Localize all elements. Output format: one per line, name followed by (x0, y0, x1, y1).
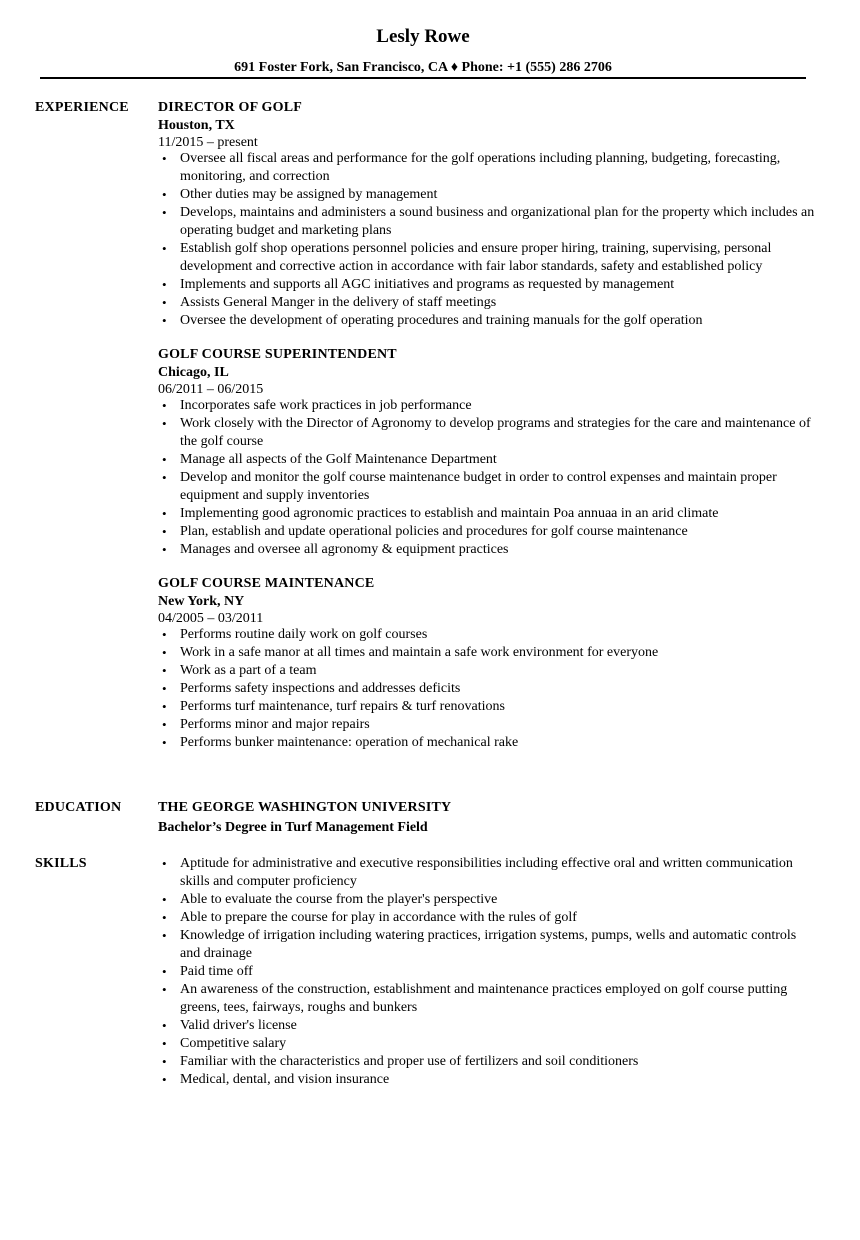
experience-heading: EXPERIENCE (35, 100, 129, 115)
bullet-item: • Work closely with the Director of Agronomy to develop programs and strategies for the care and maintenance of the golf course (158, 415, 818, 451)
education-entry (158, 799, 818, 837)
bullet-item: • Oversee the development of operating procedures and training manuals for the golf operation (158, 312, 818, 330)
skills-list (158, 855, 818, 1089)
job-bullets (158, 397, 818, 559)
bullet-item: • Performs minor and major repairs (158, 716, 818, 734)
skill-item: • An awareness of the construction, establishment and maintenance practices employed on golf course putting greens, tees, fairways, roughs and bunkers (158, 981, 818, 1017)
education-heading: EDUCATION (35, 800, 122, 815)
bullet-item: • Plan, establish and update operational policies and procedures for golf course maintenance (158, 523, 818, 541)
experience-list (158, 99, 818, 768)
job-title: GOLF COURSE MAINTENANCE (158, 576, 375, 591)
skills-heading: SKILLS (35, 856, 87, 871)
skill-bullets (158, 855, 818, 1089)
bullet-item: • Work in a safe manor at all times and maintain a safe work environment for everyone (158, 644, 818, 662)
job-bullets (158, 150, 818, 330)
skill-item: • Familiar with the characteristics and proper use of fertilizers and soil conditioners (158, 1053, 818, 1071)
job-dates: 04/2005 – 03/2011 (158, 611, 264, 626)
bullet-item: • Develop and monitor the golf course maintenance budget in order to control expenses and maintain proper equipment and supply inventories (158, 469, 818, 505)
skill-item: • Able to prepare the course for play in accordance with the rules of golf (158, 909, 818, 927)
bullet-item: • Other duties may be assigned by management (158, 186, 818, 204)
skill-item: • Paid time off (158, 963, 818, 981)
skill-item: • Knowledge of irrigation including watering practices, irrigation systems, pumps, wells and automatic controls and drainage (158, 927, 818, 963)
bullet-item: • Develops, maintains and administers a sound business and organizational plan for the property which includes an operating budget and marketing plans (158, 204, 818, 240)
skill-item: • Able to evaluate the course from the player's perspective (158, 891, 818, 909)
bullet-item: • Performs safety inspections and addresses deficits (158, 680, 818, 698)
bullet-item: • Oversee all fiscal areas and performance for the golf operations including planning, budgeting, forecasting, monitoring, and correction (158, 150, 818, 186)
job-entry (158, 346, 818, 559)
resume-name: Lesly Rowe (376, 26, 470, 47)
bullet-item: • Manages and oversee all agronomy & equipment practices (158, 541, 818, 559)
job-location: New York, NY (158, 594, 245, 609)
job-dates: 06/2011 – 06/2015 (158, 382, 264, 397)
degree: Bachelor’s Degree in Turf Management Field (158, 820, 428, 835)
bullet-item: • Implements and supports all AGC initiatives and programs as requested by management (158, 276, 818, 294)
job-location: Houston, TX (158, 118, 235, 133)
job-title: DIRECTOR OF GOLF (158, 100, 302, 115)
skill-item: • Competitive salary (158, 1035, 818, 1053)
bullet-item: • Implementing good agronomic practices to establish and maintain Poa annuaa in an arid climate (158, 505, 818, 523)
bullet-item: • Performs bunker maintenance: operation of mechanical rake (158, 734, 818, 752)
skill-item: • Medical, dental, and vision insurance (158, 1071, 818, 1089)
bullet-item: • Establish golf shop operations personnel policies and ensure proper hiring, training, supervising, personal development and corrective action in accordance with fair labor standards, safety and established policy (158, 240, 818, 276)
job-dates: 11/2015 – present (158, 135, 258, 150)
contact-line: 691 Foster Fork, San Francisco, CA ♦ Phone: +1 (555) 286 2706 (234, 60, 612, 75)
bullet-item: • Incorporates safe work practices in job performance (158, 397, 818, 415)
bullet-item: • Manage all aspects of the Golf Maintenance Department (158, 451, 818, 469)
header-divider (40, 77, 806, 79)
skill-item: • Aptitude for administrative and executive responsibilities including effective oral and written communication skills and computer proficiency (158, 855, 818, 891)
job-bullets (158, 626, 818, 752)
bullet-item: • Performs routine daily work on golf courses (158, 626, 818, 644)
bullet-item: • Performs turf maintenance, turf repairs & turf renovations (158, 698, 818, 716)
bullet-item: • Work as a part of a team (158, 662, 818, 680)
job-entry (158, 575, 818, 752)
bullet-item: • Assists General Manger in the delivery of staff meetings (158, 294, 818, 312)
skill-item: • Valid driver's license (158, 1017, 818, 1035)
job-title: GOLF COURSE SUPERINTENDENT (158, 347, 397, 362)
school-name: THE GEORGE WASHINGTON UNIVERSITY (158, 800, 452, 815)
job-location: Chicago, IL (158, 365, 229, 380)
job-entry (158, 99, 818, 330)
